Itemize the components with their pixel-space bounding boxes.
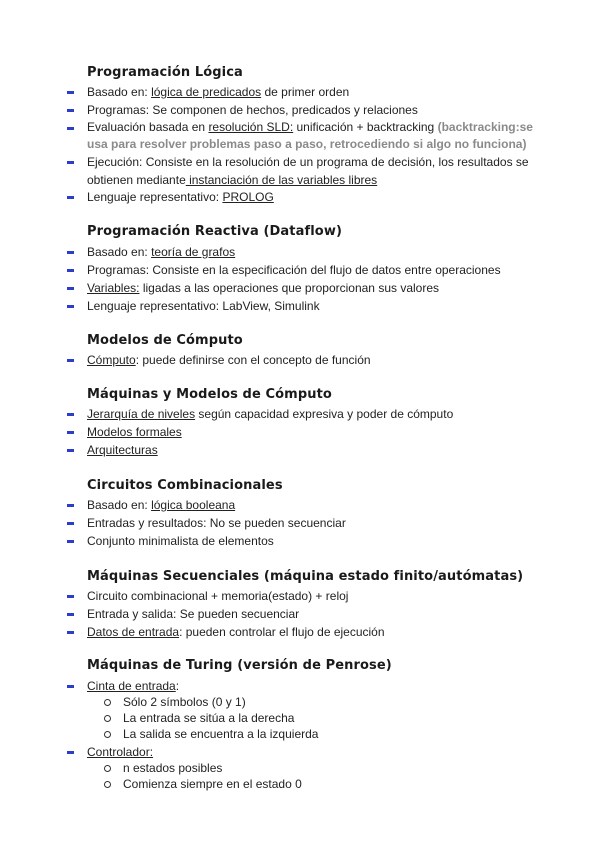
- circle-bullet-icon: [104, 765, 111, 772]
- sub-list-item: La salida se encuentra a la izquierda: [123, 727, 319, 741]
- bullet-dash: [67, 595, 74, 598]
- bullet-dash: [67, 413, 74, 416]
- list-item: Basado en: teoría de grafos: [87, 245, 236, 259]
- circle-bullet-icon: [104, 715, 111, 722]
- list-item: [87, 423, 182, 441]
- link[interactable]: Modelos formales: [87, 425, 182, 439]
- circle-bullet-icon: [104, 731, 111, 738]
- heading-maquinas-secuenciales: Máquinas Secuenciales (máquina estado finito/autómatas): [87, 569, 524, 584]
- bullet-dash: [67, 613, 74, 616]
- sub-list-item: n estados posibles: [123, 761, 223, 775]
- bullet-dash: [67, 109, 74, 112]
- link[interactable]: Jerarquía de niveles: [87, 407, 196, 421]
- bullet-dash: [67, 631, 74, 634]
- heading-modelos-de-computo: Modelos de Cómputo: [87, 333, 243, 348]
- link[interactable]: Cinta de entrada: [87, 679, 176, 693]
- bullet-dash: [67, 685, 74, 688]
- link[interactable]: instanciación de las variables libres: [185, 173, 378, 187]
- list-item: Datos de entrada: pueden controlar el flujo de ejecución: [87, 625, 385, 639]
- list-item: Evaluación basada en resolución SLD: unificación + backtracking (backtracking:se usa para resolver problemas paso a paso, retrocediendo si algo no funciona): [87, 120, 533, 151]
- link[interactable]: resolución SLD:: [208, 120, 294, 134]
- list-item: Jerarquía de niveles según capacidad expresiva y poder de cómputo: [87, 407, 454, 421]
- bullet-dash: [67, 269, 74, 272]
- link[interactable]: teoría de grafos: [151, 245, 236, 259]
- link[interactable]: Cómputo: [87, 353, 136, 367]
- bullet-dash: [67, 287, 74, 290]
- bullet-dash: [67, 504, 74, 507]
- bullet-dash: [67, 161, 74, 164]
- link[interactable]: PROLOG: [222, 190, 274, 204]
- list-item: Cinta de entrada:: [87, 679, 180, 693]
- bullet-dash: [67, 540, 74, 543]
- list-item: Lenguaje representativo: PROLOG: [87, 190, 274, 204]
- bullet-dash: [67, 127, 74, 130]
- sub-list-item: Sólo 2 símbolos (0 y 1): [123, 695, 246, 709]
- circle-bullet-icon: [104, 781, 111, 788]
- heading-programacion-logica: Programación Lógica: [87, 65, 243, 80]
- heading-circuitos-combinacionales: Circuitos Combinacionales: [87, 478, 283, 493]
- bullet-dash: [67, 359, 74, 362]
- circle-bullet-icon: [104, 699, 111, 706]
- list-item: Programas: Se componen de hechos, predicados y relaciones: [87, 103, 418, 117]
- sub-list-item: La entrada se sitúa a la derecha: [123, 711, 295, 725]
- list-item: Entrada y salida: Se pueden secuenciar: [87, 607, 300, 621]
- link[interactable]: Controlador:: [87, 745, 154, 759]
- list-item: Circuito combinacional + memoria(estado) + reloj: [87, 589, 349, 603]
- list-item: Programas: Consiste en la especificación del flujo de datos entre operaciones: [87, 263, 501, 277]
- list-item: [87, 743, 153, 761]
- sub-list-item: Comienza siempre en el estado 0: [123, 777, 302, 791]
- list-item: Lenguaje representativo: LabView, Simulink: [87, 299, 320, 313]
- bullet-dash: [67, 196, 74, 199]
- heading-maquinas-de-turing: Máquinas de Turing (versión de Penrose): [87, 658, 392, 673]
- note-text: (backtracking:se usa para resolver problemas paso a paso, retrocediendo si algo no funciona): [87, 120, 533, 151]
- link[interactable]: Arquitecturas: [87, 443, 158, 457]
- list-item: [87, 441, 158, 459]
- link[interactable]: lógica de predicados: [151, 85, 262, 99]
- list-item: Basado en: lógica booleana: [87, 498, 236, 512]
- list-item: Conjunto minimalista de elementos: [87, 534, 274, 548]
- bullet-dash: [67, 91, 74, 94]
- bullet-dash: [67, 431, 74, 434]
- heading-programacion-reactiva: Programación Reactiva (Dataflow): [87, 224, 342, 239]
- heading-maquinas-y-modelos: Máquinas y Modelos de Cómputo: [87, 387, 332, 402]
- link[interactable]: Variables:: [87, 281, 140, 295]
- link[interactable]: lógica booleana: [151, 498, 236, 512]
- bullet-dash: [67, 305, 74, 308]
- link[interactable]: Datos de entrada: [87, 625, 180, 639]
- bullet-dash: [67, 522, 74, 525]
- list-item: Ejecución: Consiste en la resolución de un programa de decisión, los resultados se obtienen mediante instanciación de las variables libres: [87, 155, 529, 187]
- bullet-dash: [67, 751, 74, 754]
- list-item: Variables: ligadas a las operaciones que proporcionan sus valores: [87, 281, 440, 295]
- list-item: Entradas y resultados: No se pueden secuenciar: [87, 516, 346, 530]
- bullet-dash: [67, 449, 74, 452]
- list-item: Basado en: lógica de predicados de primer orden: [87, 85, 350, 99]
- bullet-dash: [67, 251, 74, 254]
- list-item: Cómputo: puede definirse con el concepto de función: [87, 353, 371, 367]
